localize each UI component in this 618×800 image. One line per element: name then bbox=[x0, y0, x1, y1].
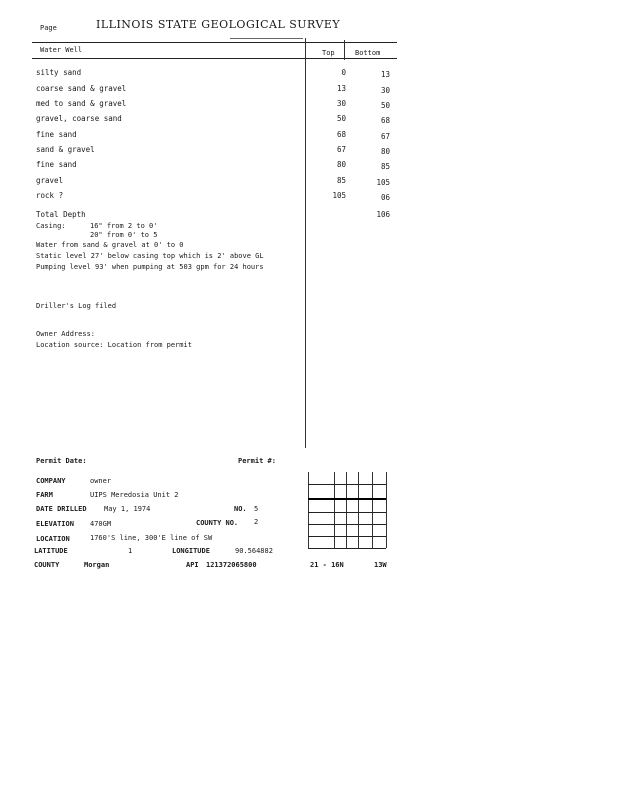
permit-date-label: Permit Date: bbox=[36, 457, 87, 465]
title-underline bbox=[230, 38, 303, 39]
farm-label: FARM bbox=[36, 491, 53, 499]
strata-desc: med to sand & gravel bbox=[36, 99, 127, 108]
grid-line bbox=[386, 472, 387, 548]
strata-bottom: 105 bbox=[376, 178, 390, 187]
table-divider bbox=[305, 38, 306, 448]
casing-label: Casing: bbox=[36, 222, 66, 230]
strata-bottom: 50 bbox=[380, 101, 390, 110]
strata-desc: rock ? bbox=[36, 191, 64, 200]
column-header-rule bbox=[32, 58, 397, 59]
county-value: Morgan bbox=[84, 561, 110, 569]
casing-line-2: 20" from 0' to 5 bbox=[90, 231, 158, 239]
latitude-label: LATITUDE bbox=[34, 547, 68, 555]
strata-bottom: 85 bbox=[380, 162, 390, 171]
bottom-column-header: Bottom bbox=[355, 49, 381, 57]
total-depth-label: Total Depth bbox=[36, 210, 86, 219]
water-from-note: Water from sand & gravel at 0' to 0 bbox=[36, 241, 184, 249]
strata-bottom: 13 bbox=[380, 70, 390, 79]
strata-top: 85 bbox=[336, 176, 346, 185]
strata-desc: silty sand bbox=[36, 68, 82, 77]
date-drilled-label: DATE DRILLED bbox=[36, 505, 87, 513]
section-township-value: 21 - 16N bbox=[310, 561, 344, 569]
county-no-label: COUNTY NO. bbox=[196, 519, 239, 527]
latitude-value: 1 bbox=[128, 547, 133, 555]
top-bottom-divider bbox=[344, 40, 345, 60]
strata-bottom: 67 bbox=[380, 132, 390, 141]
grid-line bbox=[308, 524, 386, 525]
strata-bottom: 80 bbox=[380, 147, 390, 156]
strata-desc: gravel, coarse sand bbox=[36, 114, 122, 123]
grid-line bbox=[308, 484, 386, 485]
grid-line bbox=[308, 548, 386, 549]
company-value: owner bbox=[90, 477, 112, 485]
grid-line bbox=[308, 536, 386, 537]
strata-top: 0 bbox=[341, 68, 346, 77]
strata-desc: coarse sand & gravel bbox=[36, 84, 127, 93]
static-level-note: Static level 27' below casing top which is 2' above GL bbox=[36, 252, 264, 260]
strata-top: 30 bbox=[336, 99, 346, 108]
well-no-label: NO. bbox=[234, 505, 247, 513]
header-rule bbox=[32, 42, 397, 43]
strata-desc: fine sand bbox=[36, 160, 77, 169]
elevation-label: ELEVATION bbox=[36, 520, 74, 528]
strata-top: 80 bbox=[336, 160, 346, 169]
casing-line-1: 16" from 2 to 0' bbox=[90, 222, 158, 230]
page-label: Page bbox=[40, 24, 57, 32]
section-grid-map bbox=[308, 472, 388, 550]
water-well-label: Water Well bbox=[40, 46, 83, 54]
county-no-value: 2 bbox=[254, 518, 259, 526]
permit-number-label: Permit #: bbox=[238, 457, 276, 465]
strata-desc: sand & gravel bbox=[36, 145, 95, 154]
owner-address-label: Owner Address: bbox=[36, 330, 96, 338]
total-depth-value: 106 bbox=[376, 210, 390, 219]
elevation-value: 470GM bbox=[90, 520, 112, 528]
strata-top: 13 bbox=[336, 84, 346, 93]
location-source-note: Location source: Location from permit bbox=[36, 341, 192, 349]
drillers-log-note: Driller's Log filed bbox=[36, 302, 117, 310]
api-label: API bbox=[186, 561, 199, 569]
strata-bottom: 06 bbox=[380, 193, 390, 202]
location-value: 1760'S line, 300'E line of SW bbox=[90, 534, 213, 542]
pumping-level-note: Pumping level 93' when pumping at 503 gpm for 24 hours bbox=[36, 263, 264, 271]
farm-value: UIPS Meredosia Unit 2 bbox=[90, 491, 179, 499]
strata-bottom: 30 bbox=[380, 86, 390, 95]
strata-bottom: 68 bbox=[380, 116, 390, 125]
county-label: COUNTY bbox=[34, 561, 60, 569]
well-no-value: 5 bbox=[254, 505, 259, 513]
strata-top: 50 bbox=[336, 114, 346, 123]
location-label: LOCATION bbox=[36, 535, 70, 543]
strata-top: 105 bbox=[332, 191, 346, 200]
longitude-value: 90.564882 bbox=[235, 547, 273, 555]
longitude-label: LONGITUDE bbox=[172, 547, 210, 555]
page-title: ILLINOIS STATE GEOLOGICAL SURVEY bbox=[96, 18, 341, 31]
company-label: COMPANY bbox=[36, 477, 66, 485]
strata-desc: fine sand bbox=[36, 130, 77, 139]
grid-line bbox=[308, 512, 386, 513]
date-drilled-value: May 1, 1974 bbox=[104, 505, 151, 513]
strata-top: 68 bbox=[336, 130, 346, 139]
strata-top: 67 bbox=[336, 145, 346, 154]
range-value: 13W bbox=[374, 561, 387, 569]
top-column-header: Top bbox=[322, 49, 335, 57]
api-value: 121372065800 bbox=[206, 561, 257, 569]
grid-line bbox=[308, 498, 386, 500]
strata-desc: gravel bbox=[36, 176, 64, 185]
